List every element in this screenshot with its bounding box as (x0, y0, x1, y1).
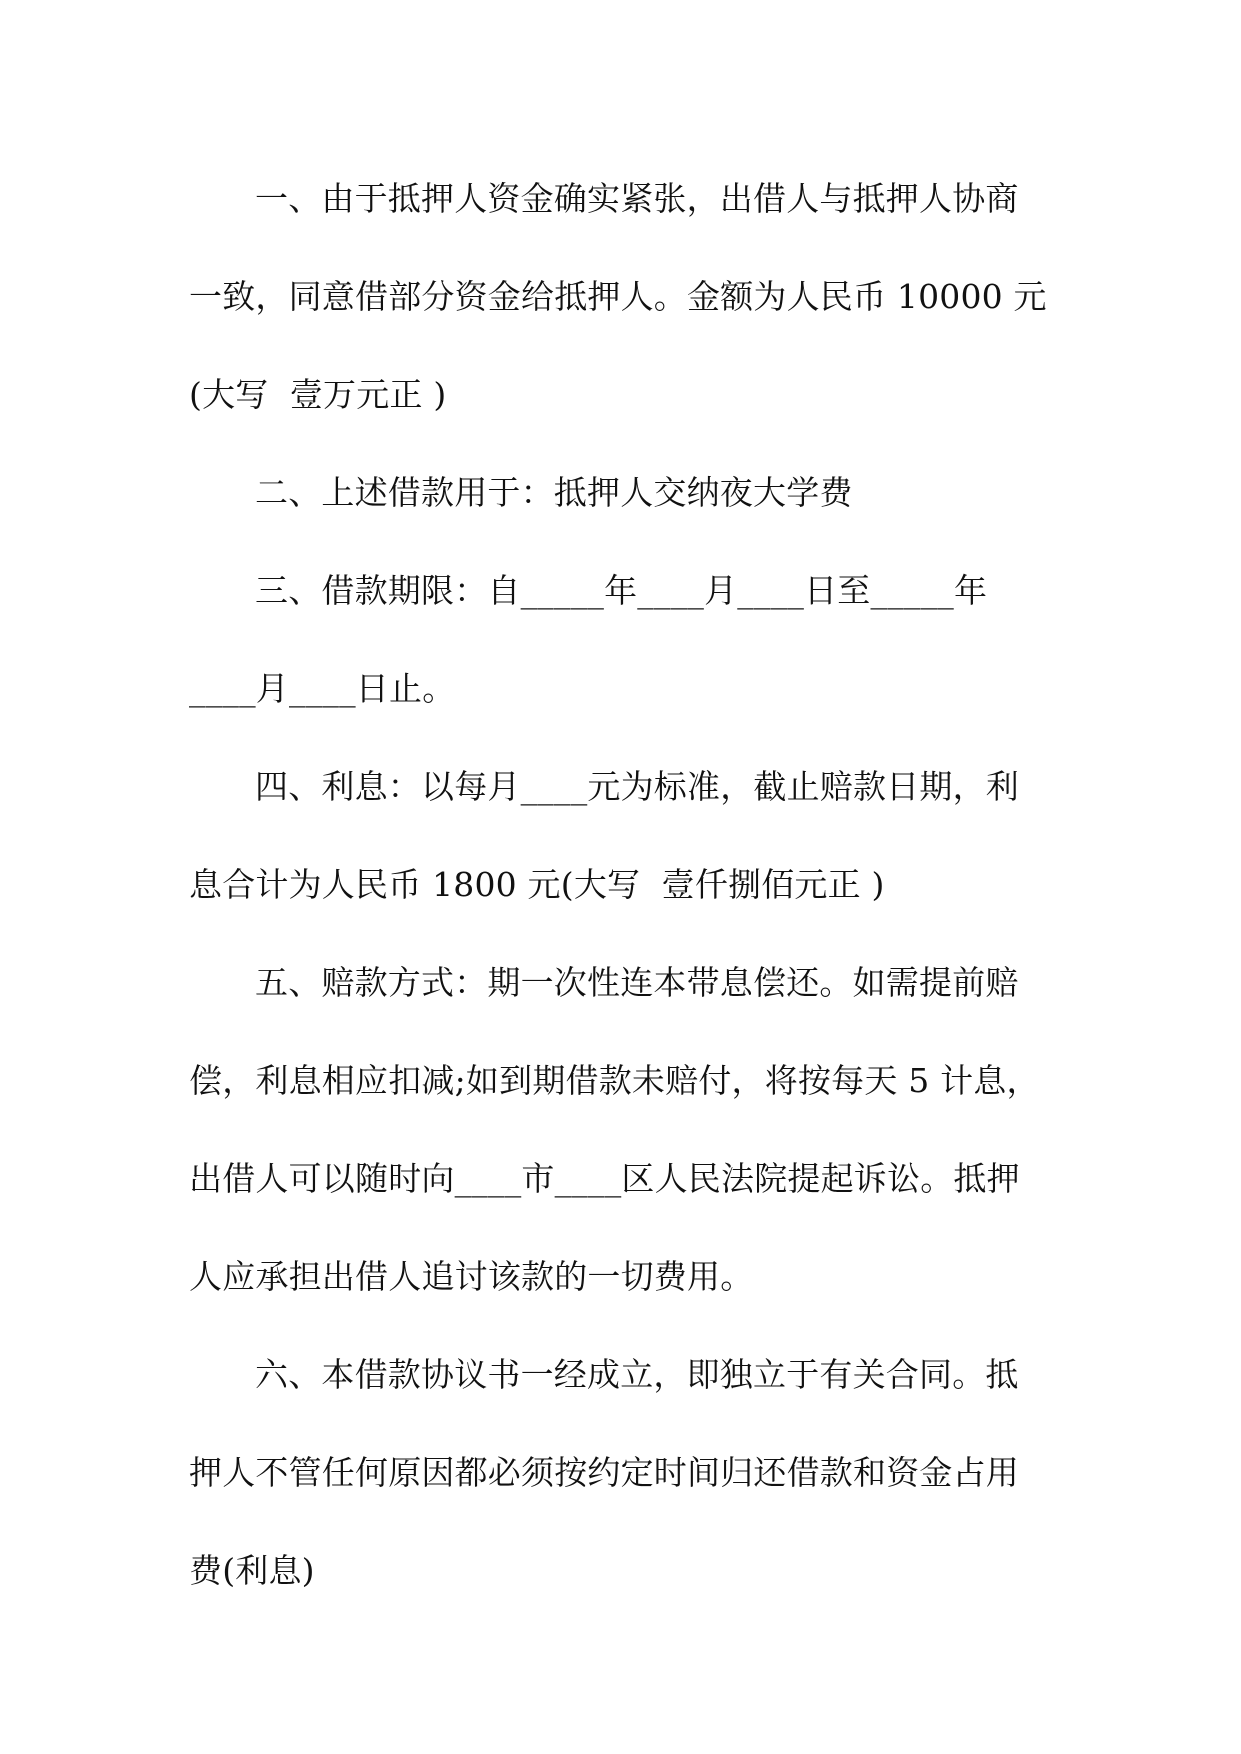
clause-3-line-1: 三、借款期限：自_____年____月____日至_____年 (255, 571, 988, 610)
clause-1-line-2: 一致，同意借部分资金给抵押人。金额为人民币 10000 元 (189, 277, 1047, 316)
clause-5-line-1: 五、赔款方式：期一次性连本带息偿还。如需提前赔 (255, 963, 1019, 1002)
clause-2-line-1: 二、上述借款用于：抵押人交纳夜大学费 (255, 473, 853, 512)
clause-3-line-2: ____月____日止。 (189, 669, 456, 708)
clause-1-line-3: (大写 壹万元正 ) (189, 375, 447, 414)
clause-6-line-2: 押人不管任何原因都必须按约定时间归还借款和资金占用 (189, 1453, 1019, 1492)
clause-4-line-2: 息合计为人民币 1800 元(大写 壹仟捌佰元正 ) (189, 865, 885, 904)
clause-5-line-2: 偿，利息相应扣减;如到期借款未赔付，将按每天 5 计息， (189, 1061, 1040, 1100)
clause-6-line-1: 六、本借款协议书一经成立，即独立于有关合同。抵 (255, 1355, 1019, 1394)
document-body (189, 150, 1059, 1620)
clause-4-line-1: 四、利息：以每月____元为标准，截止赔款日期，利 (255, 767, 1019, 806)
clause-5-line-3: 出借人可以随时向____市____区人民法院提起诉讼。抵押 (189, 1159, 1020, 1198)
clause-1-line-1: 一、由于抵押人资金确实紧张，出借人与抵押人协商 (255, 179, 1019, 218)
clause-6-line-3: 费(利息) (189, 1551, 315, 1590)
clause-5-line-4: 人应承担出借人追讨该款的一切费用。 (189, 1257, 754, 1296)
